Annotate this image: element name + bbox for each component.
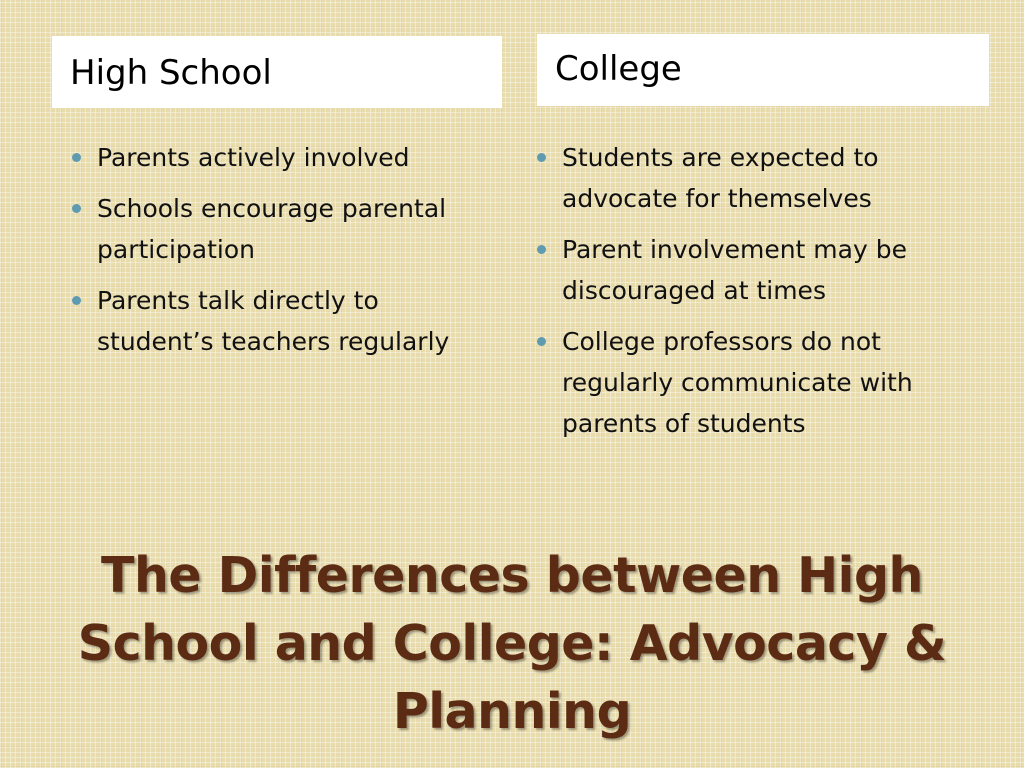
list-item <box>72 280 492 362</box>
high-school-bullet-list <box>72 137 492 372</box>
list-item <box>72 137 492 178</box>
bullet-text: Parents talk directly to student’s teachers regularly <box>97 286 450 356</box>
list-item <box>537 321 987 444</box>
bullet-text: Parent involvement may be discouraged at times <box>562 235 907 305</box>
high-school-header: High School <box>52 36 502 108</box>
bullet-icon <box>72 204 81 213</box>
bullet-text: Students are expected to advocate for themselves <box>562 143 879 213</box>
bullet-text: College professors do not regularly communicate with parents of students <box>562 327 913 438</box>
list-item <box>537 229 987 311</box>
bullet-icon <box>537 337 546 346</box>
slide-title: The Differences between High School and College: Advocacy & Planning <box>77 547 947 740</box>
bullet-icon <box>72 153 81 162</box>
bullet-text: Schools encourage parental participation <box>97 194 447 264</box>
college-bullet-list <box>537 137 987 454</box>
list-item <box>72 188 492 270</box>
bullet-icon <box>72 296 81 305</box>
bullet-text: Parents actively involved <box>97 143 410 172</box>
bullet-icon <box>537 153 546 162</box>
bullet-icon <box>537 245 546 254</box>
college-header: College <box>537 34 989 106</box>
list-item <box>537 137 987 219</box>
